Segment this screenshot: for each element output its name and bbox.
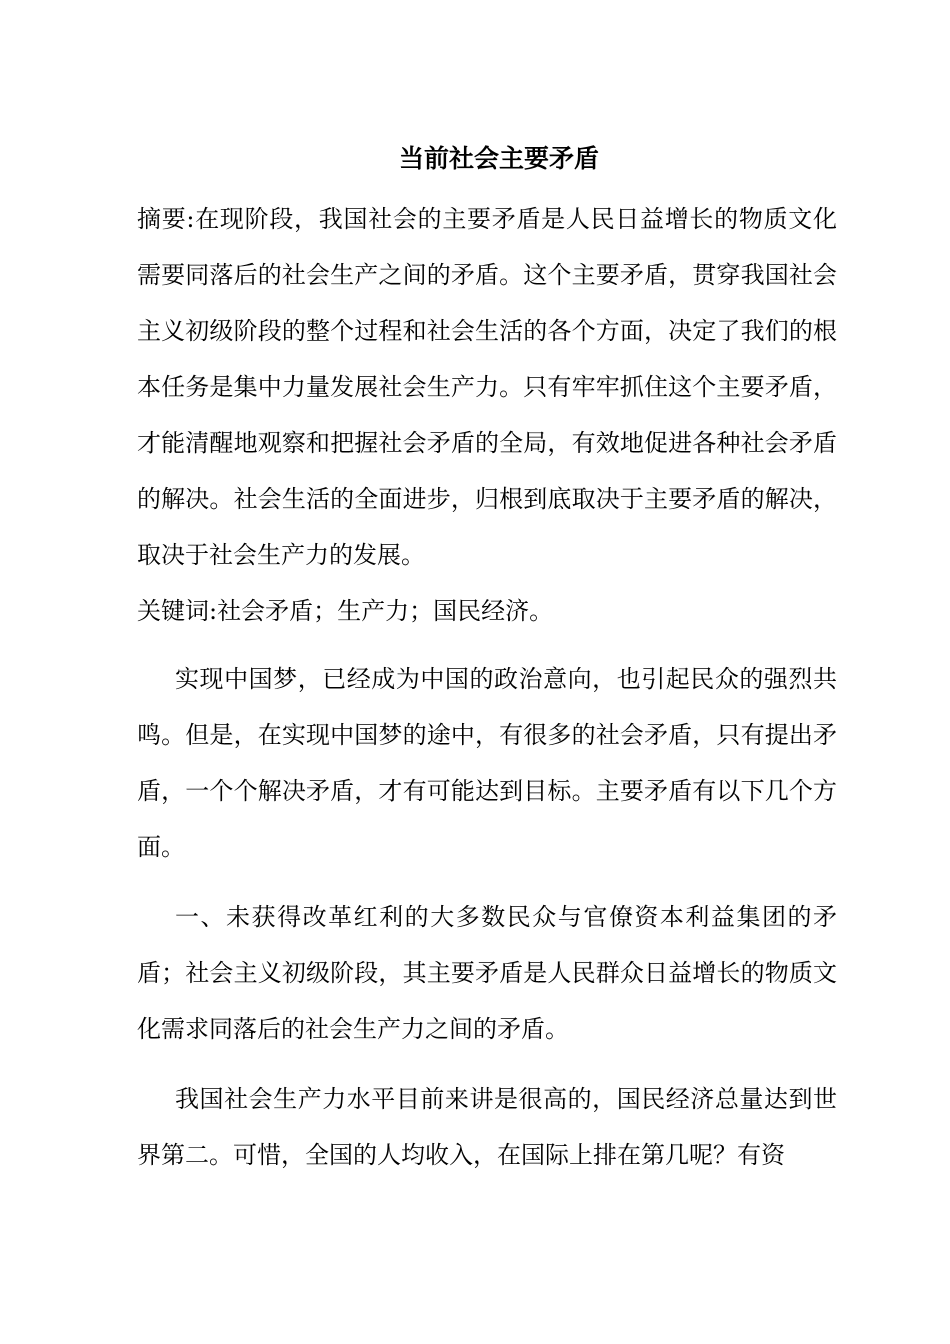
abstract-paragraph: 摘要:在现阶段，我国社会的主要矛盾是人民日益增长的物质文化需要同落后的社会生产之间的矛盾。这个主要矛盾，贯穿我国社会主义初级阶段的整个过程和社会生活的各个方面，决定了我们的根本任务是集中力量发展社会生产力。只有牢牢抓住这个主要矛盾，才能清醒地观察和把握社会矛盾的全局，有效地促进各种社会矛盾的解决。社会生活的全面进步，归根到底取决于主要矛盾的解决，取决于社会生产力的发展。: [137, 205, 837, 569]
document-title: 当前社会主要矛盾: [398, 144, 599, 173]
body-paragraph-2: 一、未获得改革红利的大多数民众与官僚资本利益集团的矛盾；社会主义初级阶段，其主要矛盾是人民群众日益增长的物质文化需求同落后的社会生产力之间的矛盾。: [137, 903, 837, 1043]
body-paragraph-1: 实现中国梦，已经成为中国的政治意向，也引起民众的强烈共鸣。但是，在实现中国梦的途中，有很多的社会矛盾，只有提出矛盾，一个个解决矛盾，才有可能达到目标。主要矛盾有以下几个方面。: [137, 665, 837, 861]
document-body: [137, 139, 837, 1183]
body-paragraph-3: 我国社会生产力水平目前来讲是很高的，国民经济总量达到世界第二。可惜，全国的人均收入，在国际上排在第几呢？有资: [137, 1085, 837, 1169]
keywords-line: 关键词:社会矛盾；生产力；国民经济。: [137, 597, 554, 625]
